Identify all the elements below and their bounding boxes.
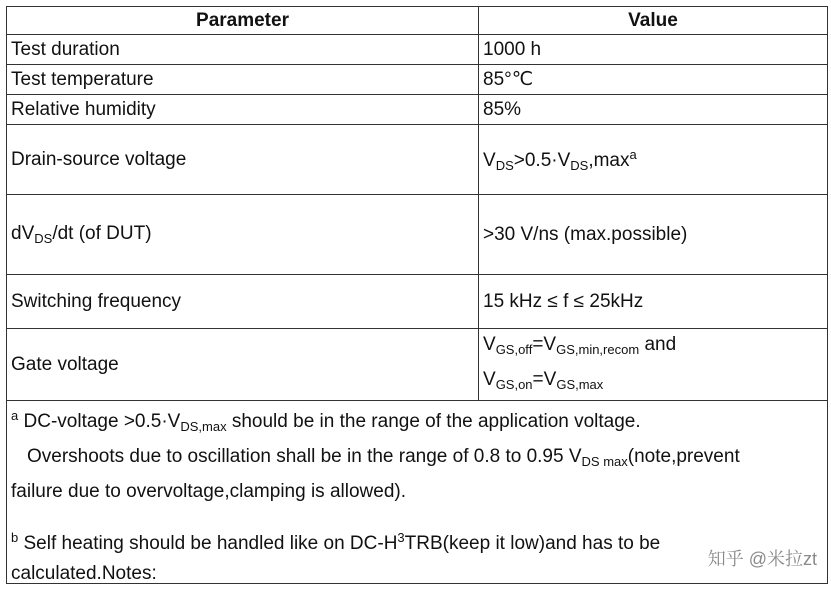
value-text: =V	[532, 368, 557, 390]
footnote-text: (note,prevent	[627, 446, 740, 467]
footnote-a-line2	[11, 442, 823, 477]
footnote-a-mark: a	[11, 408, 19, 423]
header-parameter: Parameter	[7, 7, 479, 35]
table-row	[7, 329, 828, 401]
watermark: 知乎 @米拉zt	[707, 549, 817, 569]
value-text: =V	[532, 333, 557, 355]
footnote-text: DC-voltage >0.5·V	[18, 411, 181, 432]
table-row	[7, 95, 828, 125]
value-subscript: GS,off	[495, 341, 533, 357]
table-header-row	[7, 7, 828, 35]
footnote-a	[11, 401, 823, 442]
param-cell: Test temperature	[7, 65, 479, 95]
param-cell	[7, 195, 479, 275]
footnote-superscript: 3	[397, 530, 405, 545]
value-subscript: DS	[570, 157, 589, 173]
table-row	[7, 275, 828, 329]
param-subscript: DS	[34, 231, 53, 246]
footnote-b-line2: calculated.Notes:	[11, 563, 157, 584]
value-cell: >30 V/ns (max.possible)	[479, 195, 828, 275]
value-text: V	[483, 368, 496, 390]
footnote-text: Self heating should be handled like on DC-H	[18, 533, 398, 554]
footnote-subscript: DS,max	[180, 419, 227, 434]
param-text: dV	[11, 223, 35, 244]
footnote-b	[11, 523, 823, 559]
value-subscript: GS,min,recom	[556, 341, 640, 357]
footnote-b-mark: b	[11, 530, 19, 545]
table-row	[7, 195, 828, 275]
footnote-a-line3: failure due to overvoltage,clamping is allowed).	[11, 481, 406, 502]
param-cell: Drain-source voltage	[7, 125, 479, 195]
param-text: /dt (of DUT)	[52, 223, 152, 244]
param-cell: Test duration	[7, 35, 479, 65]
footnote-text: TRB(keep it low)and has to be	[404, 533, 661, 554]
value-text: >0.5·V	[513, 149, 571, 171]
footnotes	[6, 397, 828, 584]
param-cell: Switching frequency	[7, 275, 479, 329]
table-row	[7, 35, 828, 65]
header-value: Value	[479, 7, 828, 35]
table-row	[7, 65, 828, 95]
value-cell: 85°℃	[479, 65, 828, 95]
table-row	[7, 125, 828, 195]
value-cell: 1000 h	[479, 35, 828, 65]
footnote-subscript: DS max	[581, 454, 628, 469]
value-subscript: DS	[495, 157, 514, 173]
value-subscript: GS,max	[556, 376, 604, 392]
value-text: V	[483, 149, 496, 171]
value-cell	[479, 329, 828, 401]
value-text: and	[639, 333, 677, 355]
value-subscript: GS,on	[495, 376, 533, 392]
param-cell: Gate voltage	[7, 329, 479, 401]
value-cell: 85%	[479, 95, 828, 125]
footnote-text: should be in the range of the application voltage.	[226, 411, 641, 432]
value-cell: 15 kHz ≤ f ≤ 25kHz	[479, 275, 828, 329]
footnote-mark: a	[629, 146, 637, 162]
value-cell	[479, 125, 828, 195]
parameter-table	[6, 6, 828, 401]
value-text: ,max	[588, 149, 630, 171]
value-text: V	[483, 333, 496, 355]
param-cell: Relative humidity	[7, 95, 479, 125]
footnote-text: Overshoots due to oscillation shall be in the range of 0.8 to 0.95 V	[27, 446, 582, 467]
